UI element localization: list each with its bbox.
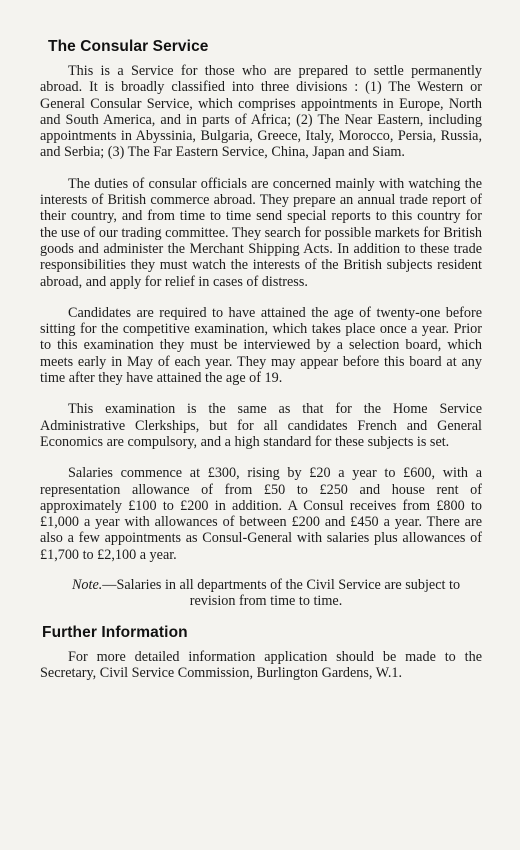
section-heading-further-information: Further Information [42, 623, 188, 641]
paragraph-duties: The duties of consular officials are concerned mainly with watching the interests of British commerce abroad. They prepare an annual trade report of their country, and from time to time send special reports to this country for the use of our trading committee. They search for possible markets for British goods and administer the Merchant Shipping Acts. In addition to these trade responsibilities they must watch the interests of the British subjects resident abroad, and apply for relief in cases of distress. [40, 175, 482, 290]
note-label: Note. [71, 577, 103, 594]
paragraph-further-information: For more detailed information application should be made to the Secretary, Civil Service Commission, Burlington Gardens, W.1. [40, 648, 482, 681]
paragraph-candidates: Candidates are required to have attained the age of twenty-one before sitting for the competitive examination, which takes place once a year. Prior to this examination they must be interviewed by a selection board, which meets early in May of each year. They may appear before this board at any time after they have attained the age of 19. [40, 304, 482, 387]
paragraph-service-overview: This is a Service for those who are prepared to settle permanently abroad. It is broadly classified into three divisions : (1) The Western or General Consular Service, which comprises appointments in Europe, North and South America, and in parts of Africa; (2) The Near Eastern, including appointments in Abyssinia, Bulgaria, Greece, Italy, Morocco, Persia, Russia, and Serbia; (3) The Far Eastern Service, China, Japan and Siam. [40, 63, 482, 161]
section-heading-consular-service: The Consular Service [48, 38, 209, 55]
note-text: —Salaries in all departments of the Civil Service are subject to revision from time to time. [102, 577, 461, 610]
salary-note [40, 577, 482, 610]
paragraph-salaries: Salaries commence at £300, rising by £20 a year to £600, with a representation allowance of from £50 to £250 and house rent of approximately £100 to £200 in addition. A Consul receives from £800 to £1,000 a year with allowances of between £200 and £450 a year. There are also a few appointments as Consul-General with salaries plus allowances of £1,700 to £2,100 a year. [40, 465, 482, 563]
paragraph-examination: This examination is the same as that for the Home Service Administrative Clerkships, but for all candidates French and General Economics are compulsory, and a high standard for these subjects is set. [40, 401, 482, 450]
